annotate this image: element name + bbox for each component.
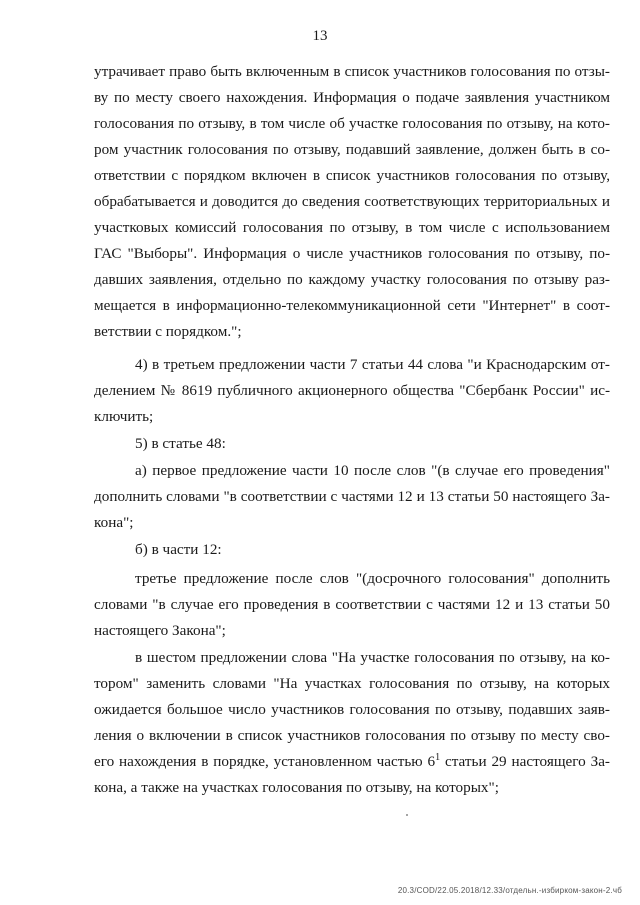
text-line: ления о включении в список участников голосования по отзыву по месту сво- (94, 727, 610, 744)
text-line: голосования по отзыву, в том числе об участке голосования по отзыву, на кото- (94, 115, 610, 132)
paragraph-continuation (94, 59, 610, 345)
text-line: обрабатывается и доводится до сведения соответствующих территориальных и (94, 193, 610, 210)
text-line: ключить; (94, 408, 154, 425)
text-line: давших заявления, отдельно по каждому участку голосования по отзыву раз- (94, 271, 610, 288)
text-line-part: статьи 29 настоящего За- (440, 753, 610, 770)
text-line: словами "в случае его проведения в соответствии с частями 12 и 13 статьи 50 (94, 596, 610, 613)
text-line: ром участник голосования по отзыву, подавший заявление, должен быть в со- (94, 141, 610, 158)
text-line: ГАС "Выборы". Информация о числе участников голосования по отзыву, по- (94, 245, 610, 262)
text-line: кона, а также на участках голосования по отзыву, на которых"; (94, 779, 499, 796)
superscript: 1 (435, 751, 441, 763)
text-line: ответствии с порядком включен в список участников голосования по отзыву, (94, 167, 610, 184)
text-line: тором" заменить словами "На участках голосования по отзыву, на которых (94, 675, 610, 692)
text-line: мещается в информационно-телекоммуникационной сети "Интернет" в соот- (94, 297, 610, 314)
text-line: ву по месту своего нахождения. Информация о подаче заявления участником (94, 89, 610, 106)
paragraph-item-5 (94, 431, 610, 457)
scan-speck (406, 814, 408, 816)
text-line: настоящего Закона"; (94, 622, 226, 639)
text-line: 4) в третьем предложении части 7 статьи 44 слова "и Краснодарским от- (135, 356, 610, 373)
text-line: а) первое предложение части 10 после слов "(в случае его проведения" (135, 462, 610, 479)
text-line: кона"; (94, 514, 134, 531)
paragraph-item-4 (94, 352, 610, 430)
text-line: ветствии с порядком."; (94, 323, 242, 340)
text-line: б) в части 12: (135, 541, 222, 558)
text-line: ожидается большое число участников голосования по отзыву, подавших заяв- (94, 701, 610, 718)
footer-file-reference: 20.3/COD/22.05.2018/12.33/отдельн.-избирком-закон-2.чб (397, 886, 622, 895)
text-line: делением № 8619 публичного акционерного общества "Сбербанк России" ис- (94, 382, 610, 399)
text-line: 5) в статье 48: (135, 435, 226, 452)
text-line-with-superscript (94, 749, 610, 775)
paragraph-subitem-a (94, 458, 610, 536)
text-line: в шестом предложении слова "На участке голосования по отзыву, на ко- (135, 649, 610, 666)
paragraph-third-sentence (94, 566, 610, 644)
text-line-part: его нахождения в порядке, установленном частью 6 (94, 753, 436, 770)
paragraph-sixth-sentence (94, 645, 610, 801)
page-number: 13 (312, 28, 328, 44)
text-line: участковых комиссий голосования по отзыву, в том числе с использованием (94, 219, 610, 236)
text-line: дополнить словами "в соответствии с частями 12 и 13 статьи 50 настоящего За- (94, 488, 610, 505)
text-line: утрачивает право быть включенным в список участников голосования по отзы- (94, 63, 610, 80)
text-line: третье предложение после слов "(досрочного голосования" дополнить (135, 570, 610, 587)
paragraph-subitem-b (94, 537, 610, 563)
